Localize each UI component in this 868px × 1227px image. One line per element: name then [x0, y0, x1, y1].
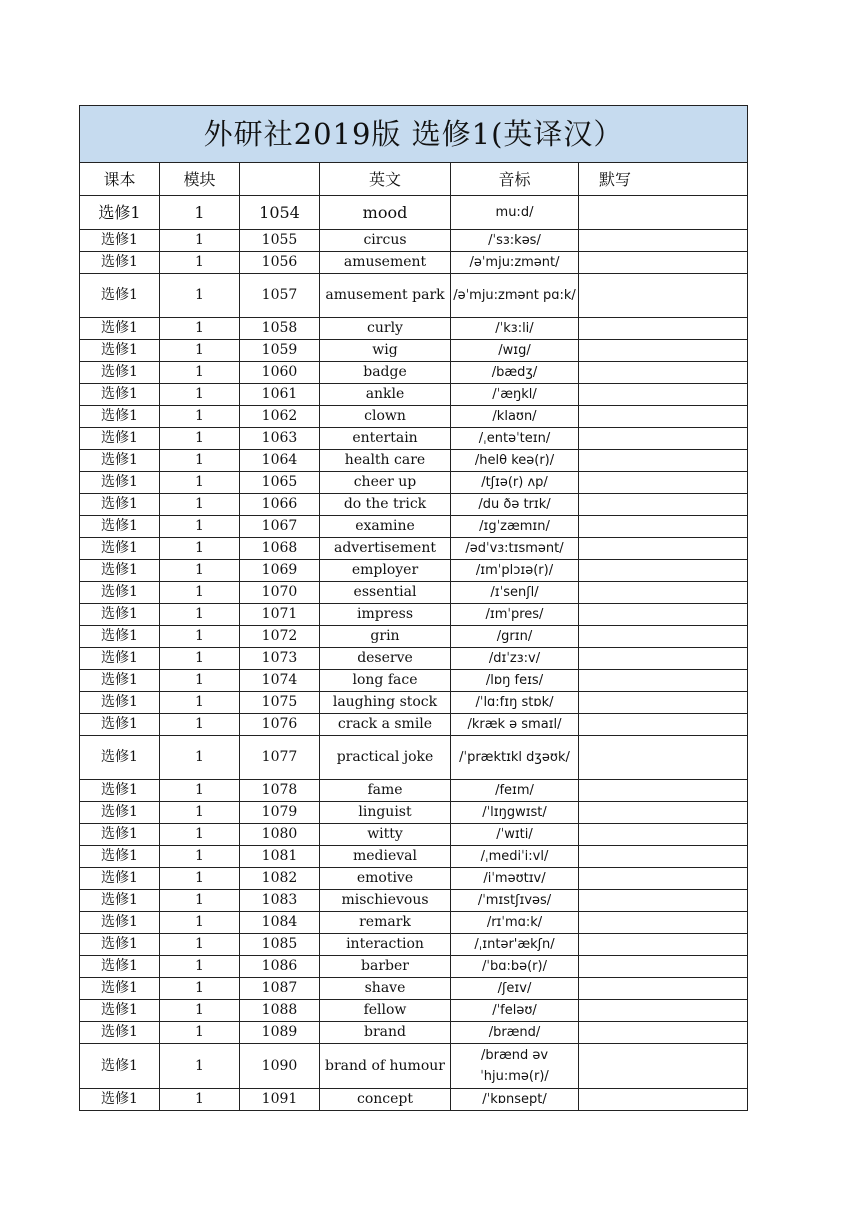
cell-module: 1 [160, 472, 240, 494]
cell-module: 1 [160, 802, 240, 824]
cell-module: 1 [160, 670, 240, 692]
table-row [80, 1089, 748, 1111]
cell-number: 1081 [240, 846, 320, 868]
cell-textbook: 选修1 [80, 626, 160, 648]
cell-number: 1076 [240, 714, 320, 736]
cell-dictation[interactable] [579, 1044, 748, 1089]
cell-textbook: 选修1 [80, 714, 160, 736]
cell-number: 1088 [240, 1000, 320, 1022]
cell-module: 1 [160, 230, 240, 252]
table-row [80, 450, 748, 472]
cell-number: 1062 [240, 406, 320, 428]
header-textbook: 课本 [80, 163, 160, 196]
cell-number: 1084 [240, 912, 320, 934]
cell-english: barber [320, 956, 451, 978]
cell-module: 1 [160, 538, 240, 560]
cell-module: 1 [160, 626, 240, 648]
cell-number: 1071 [240, 604, 320, 626]
cell-textbook: 选修1 [80, 538, 160, 560]
cell-number: 1066 [240, 494, 320, 516]
cell-english: employer [320, 560, 451, 582]
cell-phonetic: /ˌmediˈi:vl/ [451, 846, 579, 868]
cell-module: 1 [160, 1022, 240, 1044]
cell-dictation[interactable] [579, 582, 748, 604]
cell-number: 1083 [240, 890, 320, 912]
cell-english: clown [320, 406, 451, 428]
table-row [80, 692, 748, 714]
cell-module: 1 [160, 912, 240, 934]
cell-module: 1 [160, 196, 240, 230]
cell-english: impress [320, 604, 451, 626]
cell-phonetic: /helθ keə(r)/ [451, 450, 579, 472]
cell-dictation[interactable] [579, 868, 748, 890]
table-row [80, 648, 748, 670]
table-row [80, 736, 748, 780]
cell-textbook: 选修1 [80, 318, 160, 340]
cell-dictation[interactable] [579, 956, 748, 978]
cell-module: 1 [160, 318, 240, 340]
cell-dictation[interactable] [579, 714, 748, 736]
cell-phonetic: /rɪˈmɑ:k/ [451, 912, 579, 934]
cell-phonetic: /tʃɪə(r) ʌp/ [451, 472, 579, 494]
cell-phonetic: /ˈlɑ:fɪŋ stɒk/ [451, 692, 579, 714]
cell-english: health care [320, 450, 451, 472]
cell-textbook: 选修1 [80, 362, 160, 384]
cell-dictation[interactable] [579, 802, 748, 824]
cell-textbook: 选修1 [80, 252, 160, 274]
cell-textbook: 选修1 [80, 516, 160, 538]
cell-phonetic: /wɪg/ [451, 340, 579, 362]
cell-dictation[interactable] [579, 406, 748, 428]
table-row [80, 582, 748, 604]
cell-english: laughing stock [320, 692, 451, 714]
table-row [80, 384, 748, 406]
cell-number: 1091 [240, 1089, 320, 1111]
cell-module: 1 [160, 340, 240, 362]
cell-dictation[interactable] [579, 670, 748, 692]
cell-english: circus [320, 230, 451, 252]
cell-textbook: 选修1 [80, 648, 160, 670]
cell-dictation[interactable] [579, 780, 748, 802]
table-row [80, 1000, 748, 1022]
cell-dictation[interactable] [579, 890, 748, 912]
cell-dictation[interactable] [579, 736, 748, 780]
cell-module: 1 [160, 868, 240, 890]
cell-english: crack a smile [320, 714, 451, 736]
cell-number: 1075 [240, 692, 320, 714]
cell-module: 1 [160, 406, 240, 428]
cell-phonetic: /du ðə trɪk/ [451, 494, 579, 516]
cell-phonetic: /ˈwɪti/ [451, 824, 579, 846]
table-row [80, 912, 748, 934]
cell-number: 1077 [240, 736, 320, 780]
table-row [80, 516, 748, 538]
cell-phonetic: /əˈmju:zmənt pɑ:k/ [451, 274, 579, 318]
cell-phonetic: /ˈpræktɪkl dʒəʊk/ [451, 736, 579, 780]
table-row [80, 230, 748, 252]
cell-number: 1082 [240, 868, 320, 890]
cell-textbook: 选修1 [80, 802, 160, 824]
table-row [80, 560, 748, 582]
cell-phonetic: /brænd əv ˈhju:mə(r)/ [451, 1044, 579, 1089]
table-row [80, 406, 748, 428]
cell-textbook: 选修1 [80, 1000, 160, 1022]
cell-english: do the trick [320, 494, 451, 516]
cell-dictation[interactable] [579, 362, 748, 384]
cell-textbook: 选修1 [80, 274, 160, 318]
cell-english: long face [320, 670, 451, 692]
cell-dictation[interactable] [579, 384, 748, 406]
cell-phonetic: /ˈfeləʊ/ [451, 1000, 579, 1022]
cell-english: essential [320, 582, 451, 604]
cell-number: 1055 [240, 230, 320, 252]
table-row [80, 428, 748, 450]
cell-english: entertain [320, 428, 451, 450]
cell-phonetic: /ɪmˈplɔɪə(r)/ [451, 560, 579, 582]
cell-english: remark [320, 912, 451, 934]
cell-phonetic: /feɪm/ [451, 780, 579, 802]
cell-module: 1 [160, 274, 240, 318]
table-row [80, 626, 748, 648]
cell-module: 1 [160, 450, 240, 472]
cell-textbook: 选修1 [80, 736, 160, 780]
cell-english: brand [320, 1022, 451, 1044]
header-phonetic: 音标 [451, 163, 579, 196]
cell-english: deserve [320, 648, 451, 670]
cell-dictation[interactable] [579, 230, 748, 252]
cell-number: 1056 [240, 252, 320, 274]
table-row [80, 846, 748, 868]
cell-phonetic: /bædʒ/ [451, 362, 579, 384]
cell-module: 1 [160, 252, 240, 274]
cell-dictation[interactable] [579, 648, 748, 670]
cell-textbook: 选修1 [80, 1022, 160, 1044]
cell-english: brand of humour [320, 1044, 451, 1089]
cell-phonetic: /brænd/ [451, 1022, 579, 1044]
cell-number: 1060 [240, 362, 320, 384]
table-row [80, 274, 748, 318]
table-row [80, 1044, 748, 1089]
table-row [80, 196, 748, 230]
cell-phonetic: /ˈæŋkl/ [451, 384, 579, 406]
cell-phonetic: /ˌɪntər'ækʃn/ [451, 934, 579, 956]
cell-module: 1 [160, 384, 240, 406]
cell-english: linguist [320, 802, 451, 824]
table-row [80, 824, 748, 846]
cell-module: 1 [160, 1000, 240, 1022]
table-row [80, 538, 748, 560]
table-row [80, 934, 748, 956]
cell-dictation[interactable] [579, 1000, 748, 1022]
cell-textbook: 选修1 [80, 450, 160, 472]
cell-textbook: 选修1 [80, 780, 160, 802]
cell-textbook: 选修1 [80, 824, 160, 846]
cell-textbook: 选修1 [80, 494, 160, 516]
cell-textbook: 选修1 [80, 560, 160, 582]
table-row [80, 890, 748, 912]
cell-textbook: 选修1 [80, 472, 160, 494]
cell-module: 1 [160, 934, 240, 956]
header-number [240, 163, 320, 196]
cell-module: 1 [160, 560, 240, 582]
cell-number: 1073 [240, 648, 320, 670]
cell-textbook: 选修1 [80, 934, 160, 956]
table-row [80, 604, 748, 626]
cell-phonetic: /ədˈvɜ:tɪsmənt/ [451, 538, 579, 560]
cell-number: 1079 [240, 802, 320, 824]
cell-module: 1 [160, 582, 240, 604]
table-row [80, 252, 748, 274]
cell-english: mischievous [320, 890, 451, 912]
cell-phonetic: /ɪˈsenʃl/ [451, 582, 579, 604]
cell-textbook: 选修1 [80, 890, 160, 912]
cell-textbook: 选修1 [80, 196, 160, 230]
cell-dictation[interactable] [579, 978, 748, 1000]
cell-number: 1087 [240, 978, 320, 1000]
cell-number: 1057 [240, 274, 320, 318]
table-row [80, 802, 748, 824]
cell-textbook: 选修1 [80, 846, 160, 868]
cell-textbook: 选修1 [80, 956, 160, 978]
cell-textbook: 选修1 [80, 340, 160, 362]
cell-english: curly [320, 318, 451, 340]
cell-textbook: 选修1 [80, 670, 160, 692]
cell-phonetic: /ˈbɑ:bə(r)/ [451, 956, 579, 978]
header-english: 英文 [320, 163, 451, 196]
cell-english: concept [320, 1089, 451, 1111]
cell-dictation[interactable] [579, 318, 748, 340]
cell-textbook: 选修1 [80, 978, 160, 1000]
cell-english: cheer up [320, 472, 451, 494]
table-row [80, 868, 748, 890]
cell-number: 1089 [240, 1022, 320, 1044]
cell-phonetic: /iˈməʊtɪv/ [451, 868, 579, 890]
cell-module: 1 [160, 494, 240, 516]
cell-dictation[interactable] [579, 494, 748, 516]
cell-dictation[interactable] [579, 560, 748, 582]
cell-dictation[interactable] [579, 340, 748, 362]
cell-english: badge [320, 362, 451, 384]
cell-dictation[interactable] [579, 604, 748, 626]
cell-phonetic: /ɪgˈzæmɪn/ [451, 516, 579, 538]
cell-number: 1058 [240, 318, 320, 340]
cell-dictation[interactable] [579, 934, 748, 956]
cell-dictation[interactable] [579, 1022, 748, 1044]
cell-module: 1 [160, 736, 240, 780]
cell-number: 1064 [240, 450, 320, 472]
cell-dictation[interactable] [579, 692, 748, 714]
cell-dictation[interactable] [579, 626, 748, 648]
cell-phonetic: /klaʊn/ [451, 406, 579, 428]
cell-number: 1068 [240, 538, 320, 560]
cell-textbook: 选修1 [80, 582, 160, 604]
table-row [80, 340, 748, 362]
cell-phonetic: /əˈmju:zmənt/ [451, 252, 579, 274]
cell-module: 1 [160, 714, 240, 736]
cell-phonetic: /ˈlɪŋgwɪst/ [451, 802, 579, 824]
cell-textbook: 选修1 [80, 912, 160, 934]
cell-module: 1 [160, 846, 240, 868]
cell-module: 1 [160, 604, 240, 626]
cell-number: 1069 [240, 560, 320, 582]
cell-phonetic: /lɒŋ feɪs/ [451, 670, 579, 692]
cell-module: 1 [160, 516, 240, 538]
cell-phonetic: /ɪmˈpres/ [451, 604, 579, 626]
table-row [80, 714, 748, 736]
cell-phonetic: /ʃeɪv/ [451, 978, 579, 1000]
cell-number: 1063 [240, 428, 320, 450]
cell-phonetic: /dɪˈzɜ:v/ [451, 648, 579, 670]
title-row [80, 106, 748, 163]
cell-number: 1078 [240, 780, 320, 802]
cell-module: 1 [160, 978, 240, 1000]
header-dictation: 默写 [579, 163, 748, 196]
table-row [80, 956, 748, 978]
cell-textbook: 选修1 [80, 230, 160, 252]
cell-phonetic: /kræk ə smaɪl/ [451, 714, 579, 736]
cell-module: 1 [160, 692, 240, 714]
cell-module: 1 [160, 648, 240, 670]
cell-phonetic: mu:d/ [451, 196, 579, 230]
cell-textbook: 选修1 [80, 428, 160, 450]
cell-english: interaction [320, 934, 451, 956]
cell-dictation[interactable] [579, 1089, 748, 1111]
cell-phonetic: /ˈsɜ:kəs/ [451, 230, 579, 252]
cell-english: amusement park [320, 274, 451, 318]
cell-dictation[interactable] [579, 824, 748, 846]
sheet-title: 外研社2019版 选修1(英译汉） [80, 106, 748, 163]
cell-english: grin [320, 626, 451, 648]
cell-number: 1061 [240, 384, 320, 406]
cell-module: 1 [160, 824, 240, 846]
table-row [80, 472, 748, 494]
cell-module: 1 [160, 1044, 240, 1089]
cell-phonetic: /ˈkɜ:li/ [451, 318, 579, 340]
header-row [80, 163, 748, 196]
cell-english: fellow [320, 1000, 451, 1022]
cell-dictation[interactable] [579, 516, 748, 538]
cell-english: wig [320, 340, 451, 362]
cell-english: ankle [320, 384, 451, 406]
cell-phonetic: /ˌentəˈteɪn/ [451, 428, 579, 450]
table-row [80, 318, 748, 340]
header-module: 模块 [160, 163, 240, 196]
table-row [80, 1022, 748, 1044]
cell-module: 1 [160, 362, 240, 384]
cell-textbook: 选修1 [80, 1089, 160, 1111]
cell-number: 1086 [240, 956, 320, 978]
cell-english: amusement [320, 252, 451, 274]
cell-dictation[interactable] [579, 846, 748, 868]
cell-english: mood [320, 196, 451, 230]
cell-dictation[interactable] [579, 450, 748, 472]
table-row [80, 978, 748, 1000]
table-row [80, 780, 748, 802]
table-row [80, 362, 748, 384]
cell-module: 1 [160, 1089, 240, 1111]
cell-dictation[interactable] [579, 274, 748, 318]
cell-module: 1 [160, 428, 240, 450]
cell-textbook: 选修1 [80, 692, 160, 714]
cell-number: 1074 [240, 670, 320, 692]
cell-english: witty [320, 824, 451, 846]
cell-textbook: 选修1 [80, 868, 160, 890]
cell-dictation[interactable] [579, 196, 748, 230]
cell-dictation[interactable] [579, 252, 748, 274]
table-row [80, 494, 748, 516]
cell-dictation[interactable] [579, 472, 748, 494]
table-row [80, 670, 748, 692]
cell-module: 1 [160, 956, 240, 978]
cell-phonetic: /grɪn/ [451, 626, 579, 648]
cell-number: 1080 [240, 824, 320, 846]
cell-module: 1 [160, 890, 240, 912]
cell-phonetic: /ˈkɒnsept/ [451, 1089, 579, 1111]
cell-phonetic: /ˈmɪstʃɪvəs/ [451, 890, 579, 912]
cell-number: 1072 [240, 626, 320, 648]
cell-english: examine [320, 516, 451, 538]
vocabulary-table [79, 105, 748, 1111]
cell-dictation[interactable] [579, 428, 748, 450]
cell-textbook: 选修1 [80, 604, 160, 626]
cell-english: shave [320, 978, 451, 1000]
cell-textbook: 选修1 [80, 406, 160, 428]
cell-english: practical joke [320, 736, 451, 780]
cell-dictation[interactable] [579, 538, 748, 560]
cell-dictation[interactable] [579, 912, 748, 934]
cell-english: fame [320, 780, 451, 802]
cell-number: 1067 [240, 516, 320, 538]
cell-number: 1090 [240, 1044, 320, 1089]
cell-english: emotive [320, 868, 451, 890]
cell-module: 1 [160, 780, 240, 802]
cell-textbook: 选修1 [80, 1044, 160, 1089]
cell-english: medieval [320, 846, 451, 868]
cell-english: advertisement [320, 538, 451, 560]
cell-number: 1085 [240, 934, 320, 956]
cell-number: 1054 [240, 196, 320, 230]
cell-number: 1070 [240, 582, 320, 604]
cell-number: 1065 [240, 472, 320, 494]
cell-number: 1059 [240, 340, 320, 362]
cell-textbook: 选修1 [80, 384, 160, 406]
